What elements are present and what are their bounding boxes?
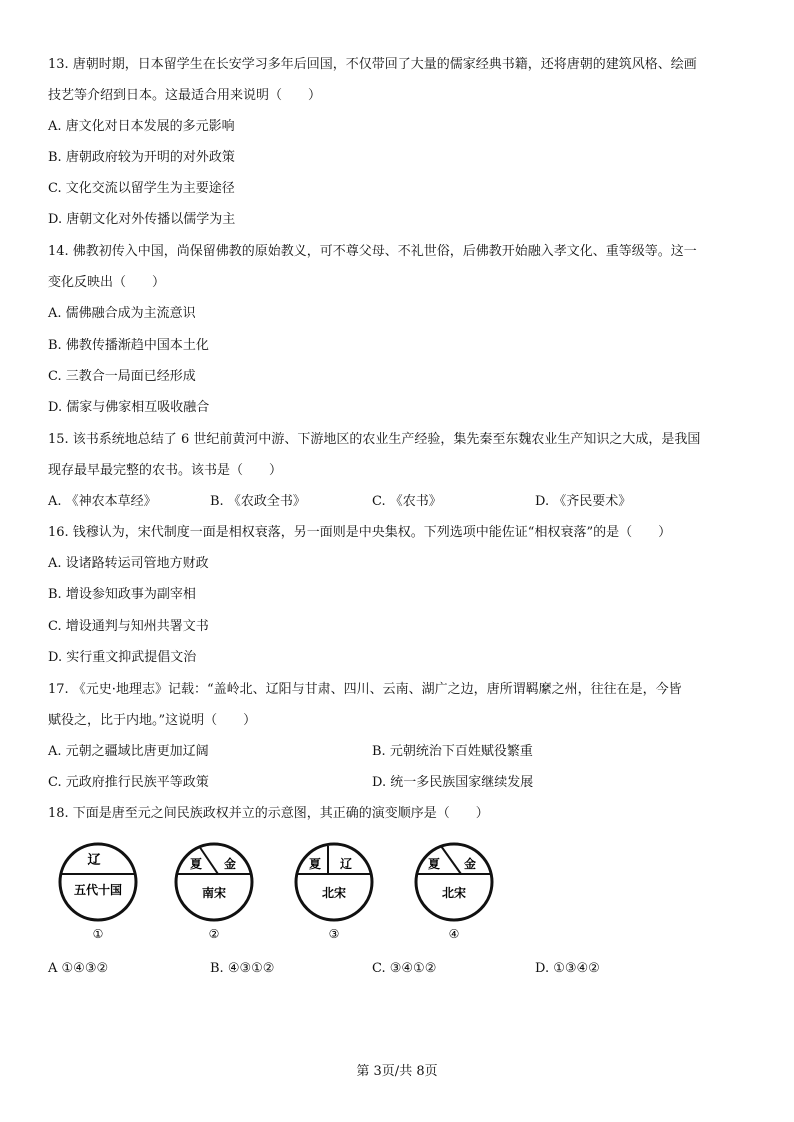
q17-option-c: C. 元政府推行民族平等政策 — [48, 775, 209, 790]
q18-circle-4 — [416, 844, 492, 941]
q14-option-c: C. 三教合一局面已经形成 — [48, 369, 196, 384]
q16-option-c: C. 增设通判与知州共署文书 — [48, 619, 209, 634]
q17-stem-line1: 17. 《元史·地理志》记载：“盖岭北、辽阳与甘肃、四川、云南、湖广之边，唐所谓羁縻之州，往往在是，今皆 — [48, 682, 682, 697]
q18-circle-3-top-left: 夏 — [308, 857, 322, 871]
q13-option-c: C. 文化交流以留学生为主要途径 — [48, 181, 235, 196]
page-number: 第 3页/共 8页 — [356, 1064, 438, 1079]
q14-option-b: B. 佛教传播渐趋中国本土化 — [48, 338, 209, 353]
q17-stem-line2: 赋役之，比于内地。”这说明（ ） — [48, 713, 257, 728]
q18-circle-2-bottom: 南宋 — [201, 886, 227, 900]
q14-option-d: D. 儒家与佛家相互吸收融合 — [48, 400, 210, 415]
q17-option-a: A. 元朝之疆域比唐更加辽阔 — [48, 744, 209, 759]
q15-option-b: B. 《农政全书》 — [210, 494, 306, 509]
q18-circle-1-label: ① — [92, 927, 104, 941]
q17-option-d: D. 统一多民族国家继续发展 — [372, 775, 534, 790]
q18-circle-3-top-right: 辽 — [339, 857, 353, 871]
q18-circle-4-top-right: 金 — [463, 857, 477, 871]
q13-option-d: D. 唐朝文化对外传播以儒学为主 — [48, 212, 236, 227]
q13-stem-line1: 13. 唐朝时期，日本留学生在长安学习多年后回国，不仅带回了大量的儒家经典书籍，还将唐朝的建筑风格、绘画 — [48, 57, 697, 72]
q15-option-d: D. 《齐民要术》 — [535, 494, 632, 509]
q18-circle-1-top: 辽 — [87, 853, 101, 868]
q16-option-d: D. 实行重文抑武提倡文治 — [48, 650, 197, 665]
q15-option-a: A. 《神农本草经》 — [48, 494, 157, 509]
q18-circle-3-label: ③ — [328, 927, 340, 941]
q13-option-b: B. 唐朝政府较为开明的对外政策 — [48, 150, 235, 165]
q18-circle-2-label: ② — [208, 927, 220, 941]
q18-circle-4-top-left: 夏 — [427, 857, 441, 871]
q13-stem-line2: 技艺等介绍到日本。这最适合用来说明（ ） — [48, 88, 322, 103]
q18-circle-2 — [176, 844, 252, 941]
q18-regime-diagram — [56, 836, 636, 948]
q14-stem-line2: 变化反映出（ ） — [48, 275, 166, 290]
q17-option-b: B. 元朝统治下百姓赋役繁重 — [372, 744, 533, 759]
q18-option-d: D. ①③④② — [535, 961, 600, 976]
q18-circle-3-bottom: 北宋 — [321, 886, 347, 900]
q18-circle-2-top-right: 金 — [223, 857, 237, 871]
q18-circle-1 — [60, 844, 136, 941]
q18-circle-2-top-left: 夏 — [189, 857, 203, 871]
q18-stem-line1: 18. 下面是唐至元之间民族政权并立的示意图，其正确的演变顺序是（ ） — [48, 806, 489, 821]
q14-stem-line1: 14. 佛教初传入中国，尚保留佛教的原始教义，可不尊父母、不礼世俗，后佛教开始融入孝文化、重等级等。这一 — [48, 244, 697, 259]
q18-option-b: B. ④③①② — [210, 961, 275, 976]
q15-stem-line1: 15. 该书系统地总结了 6 世纪前黄河中游、下游地区的农业生产经验，集先秦至东魏农业生产知识之大成，是我国 — [48, 432, 701, 447]
q16-option-b: B. 增设参知政事为副宰相 — [48, 587, 196, 602]
q18-circle-4-bottom: 北宋 — [441, 886, 467, 900]
q13-option-a: A. 唐文化对日本发展的多元影响 — [48, 119, 235, 134]
q14-option-a: A. 儒佛融合成为主流意识 — [48, 306, 196, 321]
q18-option-a: A ①④③② — [48, 961, 109, 976]
q16-stem-line1: 16. 钱穆认为，宋代制度一面是相权衰落，另一面则是中央集权。下列选项中能佐证“相权衰落”的是（ ） — [48, 525, 672, 540]
q18-option-c: C. ③④①② — [372, 961, 437, 976]
q18-circle-4-label: ④ — [448, 927, 460, 941]
q18-circle-1-bottom: 五代十国 — [73, 883, 123, 897]
q15-stem-line2: 现存最早最完整的农书。该书是（ ） — [48, 463, 283, 478]
q18-circle-3 — [296, 844, 372, 941]
q15-option-c: C. 《农书》 — [372, 494, 442, 509]
q16-option-a: A. 设诸路转运司管地方财政 — [48, 556, 209, 571]
